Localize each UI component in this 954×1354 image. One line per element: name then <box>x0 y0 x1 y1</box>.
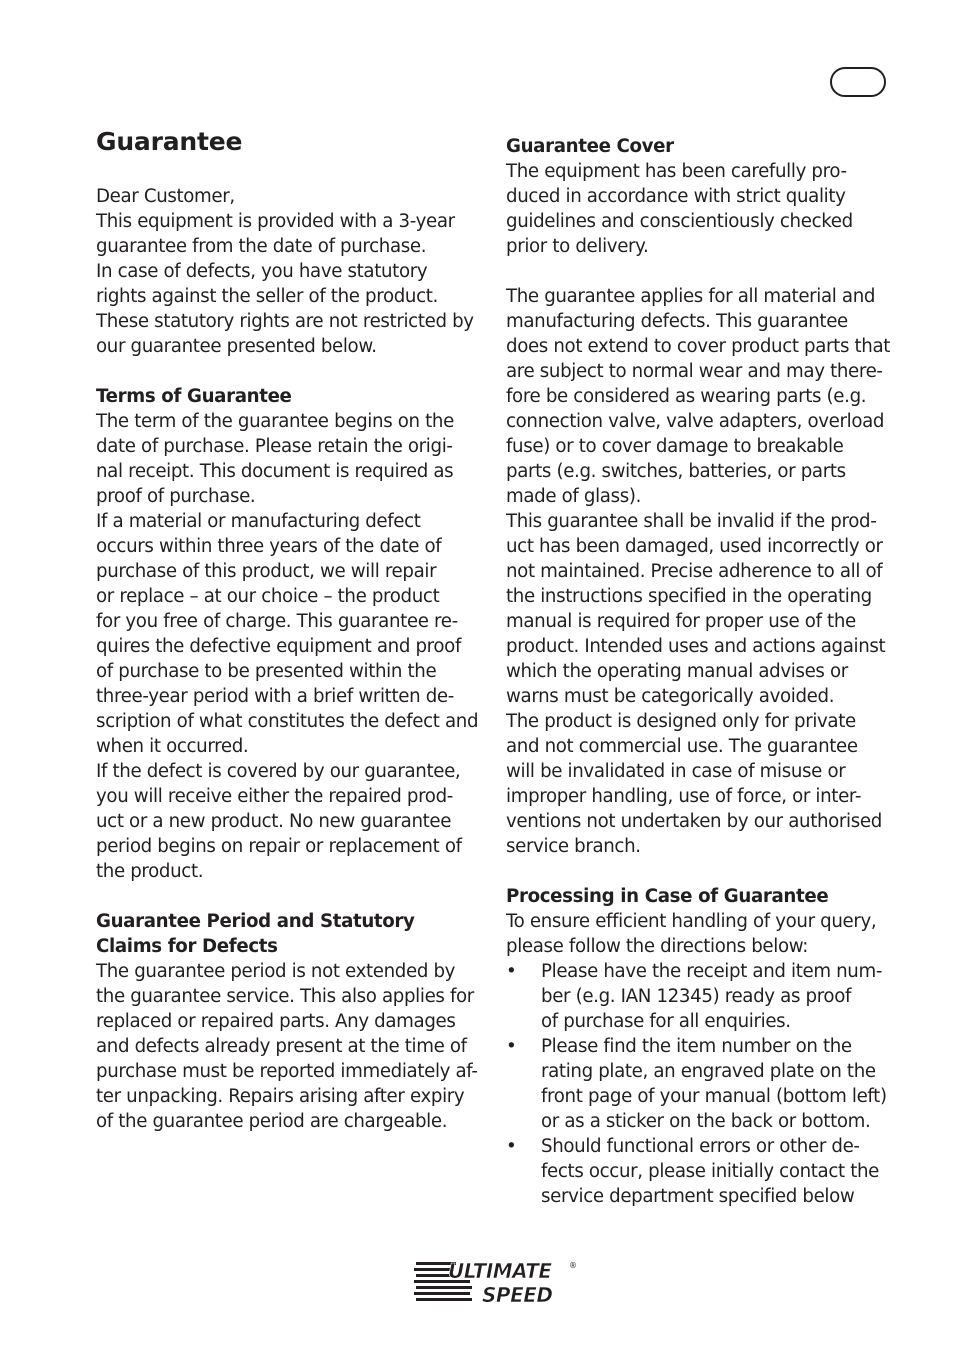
cover-paragraph-1 <box>506 159 901 259</box>
text-line: rights against the seller of the product. <box>96 286 438 307</box>
text-line: The equipment has been carefully pro- <box>506 161 847 182</box>
text-line: or replace – at our choice – the product <box>96 586 440 607</box>
text-line: and not commercial use. The guarantee <box>506 736 858 757</box>
registered-mark: ® <box>569 1261 577 1270</box>
text-line: of the guarantee period are chargeable. <box>96 1111 448 1132</box>
text-line: guarantee from the date of purchase. <box>96 236 427 257</box>
bullet-icon: • <box>506 1136 517 1157</box>
text-line: made of glass). <box>506 486 642 507</box>
text-line: These statutory rights are not restricted by <box>96 311 474 332</box>
text-line: the guarantee service. This also applies for <box>96 986 474 1007</box>
text-line: parts (e.g. switches, batteries, or parts <box>506 461 846 482</box>
text-line: please follow the directions below: <box>506 936 809 957</box>
text-line: Please find the item number on the <box>541 1036 852 1057</box>
text-line: guidelines and conscientiously checked <box>506 211 853 232</box>
text-line: occurs within three years of the date of <box>96 536 442 557</box>
text-line: manufacturing defects. This guarantee <box>506 311 848 332</box>
text-line: service branch. <box>506 836 641 857</box>
text-line: ter unpacking. Repairs arising after expiry <box>96 1086 465 1107</box>
list-item <box>506 959 901 1034</box>
text-line: In case of defects, you have statutory <box>96 261 428 282</box>
language-badge <box>830 67 886 97</box>
text-line: replaced or repaired parts. Any damages <box>96 1011 456 1032</box>
text-line: for you free of charge. This guarantee re- <box>96 611 458 632</box>
processing-heading: Processing in Case of Guarantee <box>506 886 829 907</box>
text-line: fects occur, please initially contact the <box>541 1161 880 1182</box>
text-line: purchase of this product, we will repair <box>96 561 437 582</box>
text-line: connection valve, valve adapters, overload <box>506 411 885 432</box>
text-line: rating plate, an engraved plate on the <box>541 1061 876 1082</box>
text-line: when it occurred. <box>96 736 249 757</box>
text-line: or as a sticker on the back or bottom. <box>541 1111 871 1132</box>
text-line: If the defect is covered by our guarantee, <box>96 761 461 782</box>
text-line: will be invalidated in case of misuse or <box>506 761 846 782</box>
page-title: Guarantee <box>96 127 243 156</box>
text-line: ventions not undertaken by our authorised <box>506 811 882 832</box>
heading-line: Guarantee Period and Statutory <box>96 911 415 932</box>
text-line: our guarantee presented below. <box>96 336 377 357</box>
text-line: service department specified below <box>541 1186 855 1207</box>
cover-paragraph-2 <box>506 284 901 859</box>
text-line: proof of purchase. <box>96 486 256 507</box>
text-line: product. Intended uses and actions against <box>506 636 886 657</box>
list-item <box>506 1034 901 1134</box>
bullet-icon: • <box>506 961 517 982</box>
text-line: warns must be categorically avoided. <box>506 686 835 707</box>
text-line: improper handling, use of force, or inter- <box>506 786 862 807</box>
period-heading <box>96 909 486 959</box>
text-line: This equipment is provided with a 3-year <box>96 211 455 232</box>
terms-heading: Terms of Guarantee <box>96 386 292 407</box>
text-line: The guarantee applies for all material and <box>506 286 876 307</box>
text-line: Should functional errors or other de- <box>541 1136 860 1157</box>
text-line: The guarantee period is not extended by <box>96 961 456 982</box>
list-item <box>506 1134 901 1209</box>
text-line: and defects already present at the time of <box>96 1036 467 1057</box>
text-line: the instructions specified in the operating <box>506 586 872 607</box>
text-line: prior to delivery. <box>506 236 649 257</box>
text-line: The term of the guarantee begins on the <box>96 411 454 432</box>
text-line: manual is required for proper use of the <box>506 611 856 632</box>
text-line: This guarantee shall be invalid if the prod- <box>506 511 877 532</box>
text-line: purchase must be reported immediately af- <box>96 1061 478 1082</box>
text-line: uct has been damaged, used incorrectly or <box>506 536 883 557</box>
text-line: which the operating manual advises or <box>506 661 848 682</box>
text-line: quires the defective equipment and proof <box>96 636 462 657</box>
text-line: The product is designed only for private <box>506 711 856 732</box>
cover-heading: Guarantee Cover <box>506 136 674 157</box>
text-line: To ensure efficient handling of your query, <box>506 911 877 932</box>
text-line: are subject to normal wear and may there- <box>506 361 883 382</box>
processing-intro <box>506 909 901 959</box>
processing-bullet-list <box>506 959 901 1209</box>
text-line: Dear Customer, <box>96 186 235 207</box>
text-line: date of purchase. Please retain the origi- <box>96 436 453 457</box>
logo-text-ultimate: ULTIMATE <box>448 1259 552 1283</box>
ultimate-speed-logo <box>414 1256 580 1306</box>
text-line: fuse) or to cover damage to breakable <box>506 436 844 457</box>
text-line: of purchase for all enquiries. <box>541 1011 791 1032</box>
heading-line: Claims for Defects <box>96 936 278 957</box>
text-line: the product. <box>96 861 204 882</box>
text-line: uct or a new product. No new guarantee <box>96 811 452 832</box>
text-line: nal receipt. This document is required as <box>96 461 454 482</box>
period-paragraph <box>96 959 486 1134</box>
text-line: of purchase to be presented within the <box>96 661 437 682</box>
bullet-icon: • <box>506 1036 517 1057</box>
text-line: If a material or manufacturing defect <box>96 511 421 532</box>
text-line: duced in accordance with strict quality <box>506 186 846 207</box>
text-line: period begins on repair or replacement of <box>96 836 462 857</box>
text-line: does not extend to cover product parts that <box>506 336 891 357</box>
text-line: ber (e.g. IAN 12345) ready as proof <box>541 986 852 1007</box>
intro-paragraph <box>96 184 486 359</box>
logo-text-speed: SPEED <box>482 1283 553 1306</box>
text-line: scription of what constitutes the defect and <box>96 711 479 732</box>
text-line: Please have the receipt and item num- <box>541 961 883 982</box>
terms-paragraph <box>96 409 486 884</box>
text-line: you will receive either the repaired prod- <box>96 786 453 807</box>
text-line: three-year period with a brief written de- <box>96 686 454 707</box>
text-line: front page of your manual (bottom left) <box>541 1086 887 1107</box>
text-line: not maintained. Precise adherence to all of <box>506 561 883 582</box>
text-line: fore be considered as wearing parts (e.g. <box>506 386 867 407</box>
